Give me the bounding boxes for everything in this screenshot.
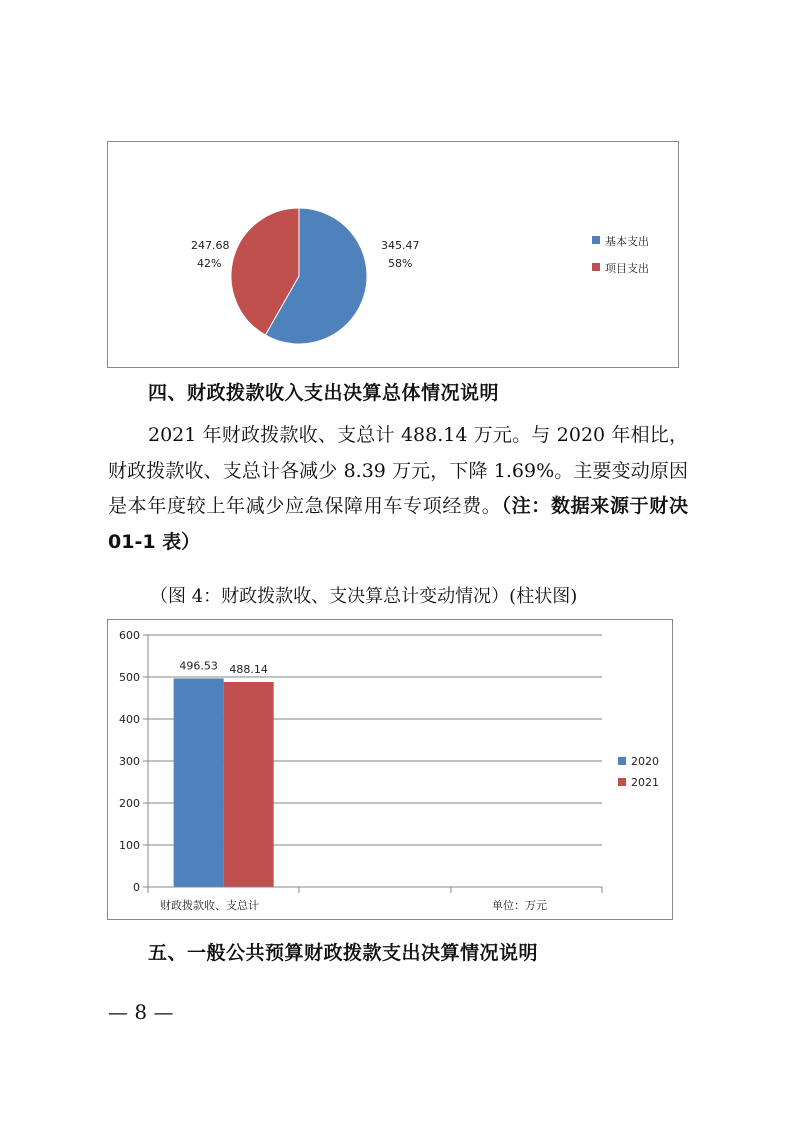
section-heading-5: 五、一般公共预算财政拨款支出决算情况说明 (148, 942, 539, 964)
legend-marker-basic (592, 236, 600, 244)
bar-2020 (174, 678, 224, 887)
pie-label-percent-basic: 58% (388, 257, 413, 270)
legend-marker-2021 (618, 778, 626, 786)
legend-marker-project (592, 263, 600, 271)
y-tick-label: 100 (119, 839, 140, 852)
pie-label-value-basic: 345.47 (381, 239, 420, 252)
y-tick-label: 600 (119, 629, 140, 642)
pie-chart (107, 141, 679, 368)
body-paragraph (108, 418, 688, 560)
bar-chart-svg (108, 620, 672, 919)
pie-label-value-project: 247.68 (191, 239, 230, 252)
legend-label-basic: 基本支出 (605, 235, 649, 248)
legend-marker-2020 (618, 757, 626, 765)
y-tick-label: 200 (119, 797, 140, 810)
legend-label-project: 项目支出 (605, 262, 649, 275)
y-tick-label: 500 (119, 671, 140, 684)
paragraph-text: 2021 年财政拨款收、支总计 488.14 万元。与 2020 年相比，财政拨款收、支总计各减少 8.39 万元，下降 1.69%。主要变动原因是本年度较上年减少应急保障用车专项经费。 (108, 424, 688, 517)
section-heading-4: 四、财政拨款收入支出决算总体情况说明 (148, 382, 500, 404)
figure-caption: （图 4：财政拨款收、支决算总计变动情况）(柱状图) (150, 586, 578, 607)
y-tick-label: 0 (133, 881, 140, 894)
pie-chart-svg (108, 142, 678, 367)
bar-chart (107, 619, 673, 920)
bar-value-label-2020: 496.53 (179, 659, 218, 673)
legend-label-2020: 2020 (631, 755, 659, 768)
pie-label-percent-project: 42% (197, 257, 222, 270)
page-number: — 8 — (108, 1000, 174, 1024)
y-tick-label: 300 (119, 755, 140, 768)
y-tick-label: 400 (119, 713, 140, 726)
paragraph-note: （注：数据来源于财决 01-1 表） (108, 495, 688, 553)
bar-2021 (224, 682, 274, 887)
legend-label-2021: 2021 (631, 776, 659, 789)
unit-note: 单位：万元 (492, 899, 547, 912)
bar-value-label-2021: 488.14 (229, 662, 268, 676)
x-category-label: 财政拨款收、支总计 (160, 899, 259, 912)
